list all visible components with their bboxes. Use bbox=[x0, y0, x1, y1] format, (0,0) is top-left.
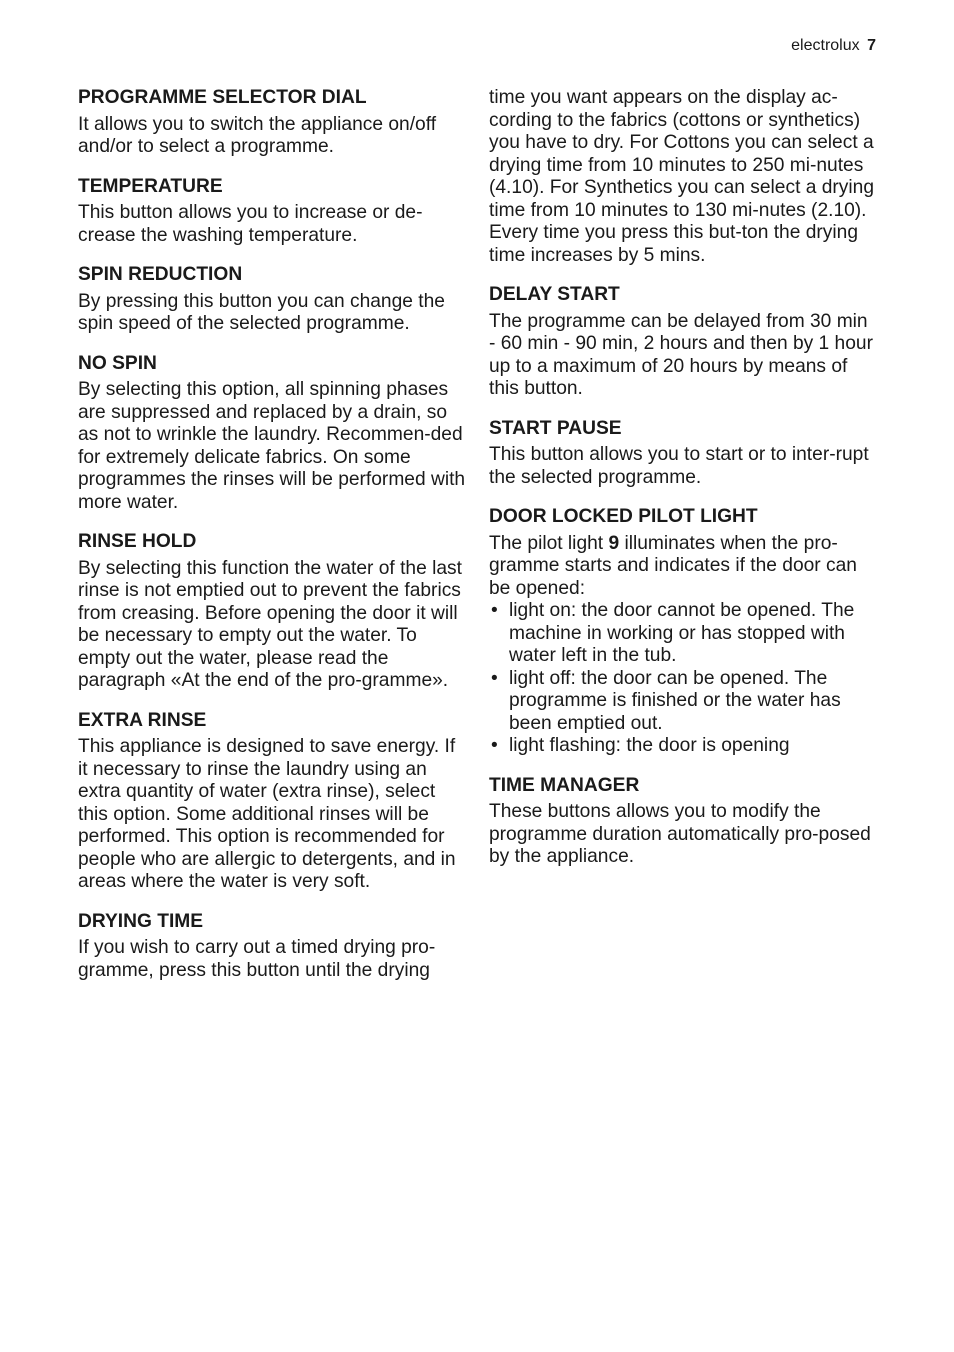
section-temperature bbox=[78, 176, 466, 248]
pilot-light-number: 9 bbox=[608, 532, 620, 554]
section-rinse-hold bbox=[78, 531, 466, 693]
section-body: By pressing this button you can change the spin speed of the selected programme. bbox=[78, 290, 445, 334]
section-title: TIME MANAGER bbox=[489, 774, 640, 796]
list-item: • light off: the door can be opened. The programme is finished or the water has been emptied out. bbox=[489, 668, 877, 736]
section-title: RINSE HOLD bbox=[78, 531, 197, 552]
section-title: EXTRA RINSE bbox=[78, 709, 207, 731]
section-body bbox=[489, 533, 877, 601]
section-title: DELAY START bbox=[489, 284, 620, 305]
intro-text-cont: illuminates when the pro-gramme starts and indicates if the door can be opened: bbox=[489, 532, 857, 599]
section-title: NO SPIN bbox=[78, 352, 157, 374]
section-drying-time bbox=[78, 911, 466, 983]
page-header bbox=[791, 37, 876, 55]
section-title: SPIN REDUCTION bbox=[78, 264, 243, 285]
intro-text: The pilot light bbox=[489, 532, 609, 554]
section-programme-selector-dial bbox=[78, 87, 466, 159]
section-title: PROGRAMME SELECTOR DIAL bbox=[78, 87, 367, 108]
section-body: This button allows you to start or to inter-rupt the selected programme. bbox=[489, 444, 869, 488]
list-item: • light on: the door cannot be opened. The machine in working or has stopped with water left in the tub. bbox=[489, 600, 877, 668]
section-body: This appliance is designed to save energy. If it necessary to rinse the laundry using an extra quantity of water (extra rinse), select this option. Some additional rinses will be performed. This option is recommended for people who are allergic to detergents, and in areas where the water is very soft. bbox=[78, 736, 456, 892]
drying-time-continued: time you want appears on the display ac-cording to the fabrics (cottons or synthetics) you have to dry. For Cottons you can select a drying time from 10 minutes to 250 mi-nutes (4.10). For Synthetics you can select a drying time from 10 minutes to 130 mi-nutes (2.10). Every time you press this but-ton the drying time increases by 5 mins. bbox=[489, 87, 874, 266]
section-spin-reduction bbox=[78, 264, 466, 336]
section-body: This button allows you to increase or de-crease the washing temperature. bbox=[78, 202, 423, 246]
section-title: DRYING TIME bbox=[78, 910, 204, 932]
section-start-pause bbox=[489, 418, 877, 490]
section-time-manager bbox=[489, 775, 877, 869]
section-title: TEMPERATURE bbox=[78, 175, 223, 197]
section-body: By selecting this option, all spinning phases are suppressed and replaced by a drain, so as not to wrinkle the laundry. Recommen-ded for extremely delicate fabrics. On some programmes the rinses will be performed with more water. bbox=[78, 379, 466, 513]
section-body: If you wish to carry out a timed drying pro-gramme, press this button until the drying bbox=[78, 937, 436, 981]
left-column bbox=[78, 87, 466, 999]
section-body: These buttons allows you to modify the programme duration automatically pro-posed by the appliance. bbox=[489, 801, 871, 867]
section-door-locked-pilot-light bbox=[489, 506, 877, 758]
right-column bbox=[489, 87, 877, 886]
section-title: START PAUSE bbox=[489, 417, 622, 439]
section-title: DOOR LOCKED PILOT LIGHT bbox=[489, 506, 758, 527]
section-body: The programme can be delayed from 30 min - 60 min - 90 min, 2 hours and then by 1 hour up to a maximum of 20 hours by means of this button. bbox=[489, 310, 873, 399]
section-body: It allows you to switch the appliance on/off and/or to select a programme. bbox=[78, 113, 437, 157]
pilot-light-states-list bbox=[489, 600, 877, 758]
brand-name: electrolux bbox=[791, 37, 860, 54]
list-item: • light flashing: the door is opening bbox=[489, 735, 877, 758]
section-body: By selecting this function the water of the last rinse is not emptied out to prevent the fabrics from creasing. Before opening the door it will be necessary to empty out the water. To empty out the water, please read the paragraph «At the end of the pro-gramme». bbox=[78, 557, 462, 691]
page-number: 7 bbox=[867, 37, 876, 54]
section-no-spin bbox=[78, 353, 466, 515]
section-extra-rinse bbox=[78, 710, 466, 894]
section-delay-start bbox=[489, 284, 877, 401]
